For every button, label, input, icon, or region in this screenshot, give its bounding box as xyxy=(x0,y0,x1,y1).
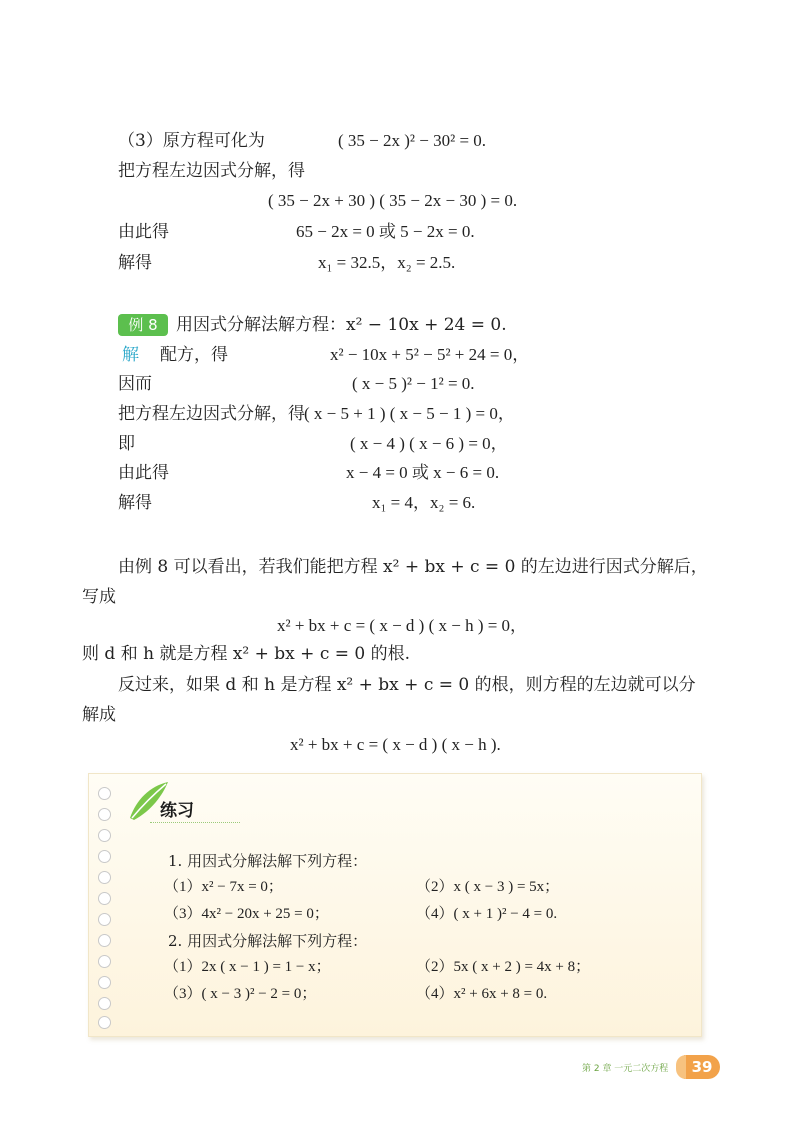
binder-ring xyxy=(98,913,111,926)
step3-eq: ( x − 5 + 1 ) ( x − 5 − 1 ) = 0， xyxy=(304,404,515,423)
part3-hence-label: 由此得 xyxy=(118,222,169,242)
step4-eq: ( x − 4 ) ( x − 6 ) = 0， xyxy=(350,434,508,453)
para1-line1: 由例 8 可以看出，若我们能把方程 x² + bx + c = 0 的左边进行因式分解后， xyxy=(118,557,708,577)
q1-title: 1. 用因式分解法解下列方程： xyxy=(168,852,368,870)
part3-solve-label: 解得 xyxy=(118,253,152,273)
part3-factor-eq: ( 35 − 2x + 30 ) ( 35 − 2x − 30 ) = 0. xyxy=(268,191,518,210)
q2-item-4: （4）x² + 6x + 8 = 0. xyxy=(416,986,548,1002)
binder-ring xyxy=(98,1016,111,1029)
binder-ring xyxy=(98,997,111,1010)
part3-hence-eq: 65 − 2x = 0 或 5 − 2x = 0. xyxy=(296,222,475,241)
step1-eq: x² − 10x + 5² − 5² + 24 = 0， xyxy=(330,345,530,364)
q1-item-2: （2）x ( x − 3 ) = 5x； xyxy=(416,879,560,895)
eq2: x² + bx + c = ( x − d ) ( x − h ). xyxy=(290,735,501,754)
step2-label: 因而 xyxy=(118,374,152,394)
q2-item-3: （3）( x − 3 )² − 2 = 0； xyxy=(164,986,317,1002)
para2-line2: 解成 xyxy=(82,705,116,725)
q1-item-4: （4）( x + 1 )² − 4 = 0. xyxy=(416,906,558,922)
part3-factor-label: 把方程左边因式分解，得 xyxy=(118,161,305,181)
practice-title: 练习 xyxy=(160,801,194,821)
example-prompt: 用因式分解法解方程：x² − 10x + 24 = 0. xyxy=(176,315,507,335)
para2-line1: 反过来，如果 d 和 h 是方程 x² + bx + c = 0 的根，则方程的左边就可以分 xyxy=(118,675,696,695)
para1-line2: 写成 xyxy=(82,587,116,607)
title-underline xyxy=(150,822,240,824)
binder-ring xyxy=(98,808,111,821)
q2-title: 2. 用因式分解法解下列方程： xyxy=(168,932,368,950)
binder-ring xyxy=(98,892,111,905)
step6-eq: x₁ = 4，x₂ = 6. xyxy=(372,493,476,512)
step4-label: 即 xyxy=(118,434,135,454)
binder-ring xyxy=(98,829,111,842)
binder-ring xyxy=(98,871,111,884)
q1-item-1: （1）x² − 7x = 0； xyxy=(164,879,283,895)
binder-ring xyxy=(98,955,111,968)
page-number: 39 xyxy=(684,1055,720,1079)
para1-line3: 则 d 和 h 就是方程 x² + bx + c = 0 的根. xyxy=(82,644,411,664)
example-badge: 例 8 xyxy=(118,314,168,336)
step1-label: 配方，得 xyxy=(160,345,228,365)
step6-label: 解得 xyxy=(118,493,152,513)
q2-item-2: （2）5x ( x + 2 ) = 4x + 8； xyxy=(416,959,591,975)
q1-item-3: （3）4x² − 20x + 25 = 0； xyxy=(164,906,329,922)
part3-intro-label: （3）原方程可化为 xyxy=(118,131,265,151)
part3-intro-eq: ( 35 − 2x )² − 30² = 0. xyxy=(338,131,487,150)
chapter-label: 第 2 章 一元二次方程 xyxy=(582,1064,669,1074)
step5-label: 由此得 xyxy=(118,463,169,483)
binder-ring xyxy=(98,787,111,800)
q2-item-1: （1）2x ( x − 1 ) = 1 − x； xyxy=(164,959,331,975)
part3-solve-eq: x₁ = 32.5，x₂ = 2.5. xyxy=(318,253,456,272)
step2-eq: ( x − 5 )² − 1² = 0. xyxy=(352,374,475,393)
step5-eq: x − 4 = 0 或 x − 6 = 0. xyxy=(346,463,500,482)
binder-ring xyxy=(98,934,111,947)
binder-ring xyxy=(98,850,111,863)
solution-label: 解 xyxy=(122,345,139,365)
eq1: x² + bx + c = ( x − d ) ( x − h ) = 0， xyxy=(277,616,528,635)
step3-label: 把方程左边因式分解，得 xyxy=(118,404,305,424)
binder-ring xyxy=(98,976,111,989)
